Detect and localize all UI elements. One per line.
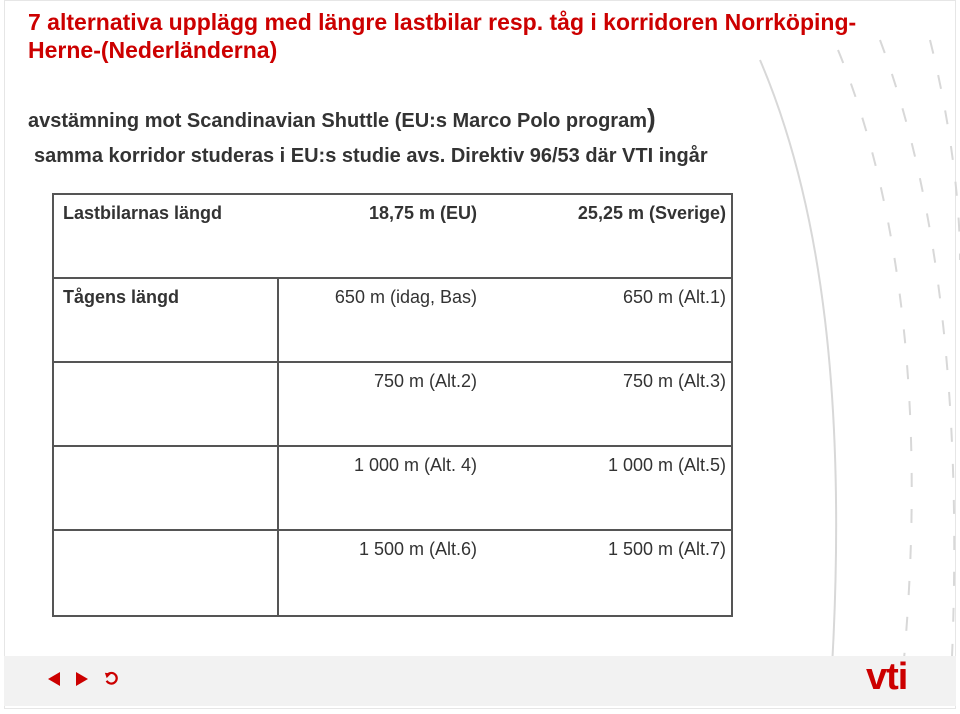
vti-logo: vti: [866, 656, 908, 698]
footer-bar: [4, 656, 956, 706]
slide-frame-top: [4, 0, 956, 1]
row-value-col2: 750 m (Alt.3): [622, 371, 726, 391]
subtitle-reconciliation: [28, 103, 656, 133]
return-arrow-icon[interactable]: [104, 670, 120, 688]
table-row: [54, 195, 731, 279]
row-value-col1: 750 m (Alt.2): [373, 371, 477, 391]
row-value-col2: 1 500 m (Alt.7): [607, 539, 726, 559]
slide-footer: [0, 652, 960, 708]
row-value-col1: 1 000 m (Alt. 4): [353, 455, 477, 475]
row-value-col1: 1 500 m (Alt.6): [358, 539, 477, 559]
row-label: Tågens längd: [63, 287, 180, 307]
subtitle-corridor-study: samma korridor studeras i EU:s studie avs. Direktiv 96/53 där VTI ingår: [34, 145, 708, 167]
row-value-col1: 650 m (idag, Bas): [334, 287, 477, 307]
slide-title-line-1: 7 alternativa upplägg med längre lastbilar resp. tåg i korridoren Norrköping-: [28, 9, 857, 35]
row-value-col2: 25,25 m (Sverige): [577, 203, 726, 223]
slide-frame-bottom: [4, 708, 956, 709]
row-value-col2: 650 m (Alt.1): [622, 287, 726, 307]
row-label: Lastbilarnas längd: [63, 203, 223, 223]
subtitle-closing-paren: ): [647, 103, 656, 133]
triangle-right-icon[interactable]: [74, 670, 90, 688]
table-row: [54, 531, 731, 615]
slide-frame-right: [955, 0, 956, 708]
triangle-left-icon[interactable]: [46, 670, 62, 688]
row-value-col1: 18,75 m (EU): [368, 203, 477, 223]
length-alternatives-table: [52, 193, 733, 617]
slide-frame-left: [4, 0, 5, 708]
table-row: [54, 279, 731, 363]
table-row: [54, 363, 731, 447]
row-value-col2: 1 000 m (Alt.5): [607, 455, 726, 475]
table-column-divider: [277, 279, 279, 615]
slide-title: [28, 8, 908, 64]
table-row: [54, 447, 731, 531]
slide-title-line-2: Herne-(Nederländerna): [28, 37, 278, 63]
subtitle-reconciliation-text: avstämning mot Scandinavian Shuttle (EU:s Marco Polo program: [28, 110, 647, 132]
